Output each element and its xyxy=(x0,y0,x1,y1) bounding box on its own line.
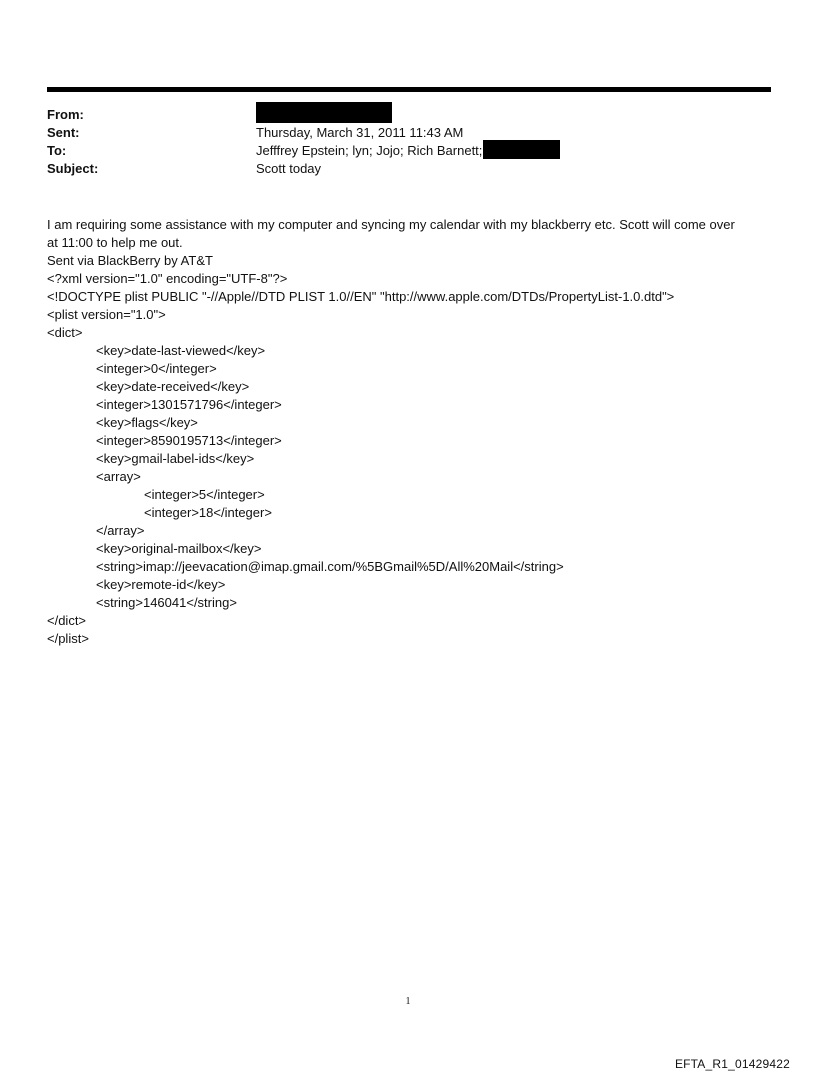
plist-open-tag: <plist version="1.0"> xyxy=(47,307,166,322)
plist-line: <string>146041</string> xyxy=(96,595,237,610)
redaction-box xyxy=(483,140,560,159)
document-id: EFTA_R1_01429422 xyxy=(674,1057,790,1071)
sent-label: Sent: xyxy=(47,125,80,140)
plist-line: <integer>1301571796</integer> xyxy=(96,397,282,412)
plist-line: <key>date-last-viewed</key> xyxy=(96,343,266,358)
sent-row xyxy=(47,124,771,142)
dict-open-tag: <dict> xyxy=(47,325,83,340)
plist-line: <integer>5</integer> xyxy=(144,487,265,502)
plist-line: </array> xyxy=(96,523,145,538)
to-value xyxy=(256,142,560,160)
signature-line: Sent via BlackBerry by AT&T xyxy=(47,253,213,268)
plist-line: <integer>0</integer> xyxy=(96,361,217,376)
page-number: 1 xyxy=(405,996,411,1007)
plist-close-tag: </plist> xyxy=(47,631,89,646)
to-label: To: xyxy=(47,143,67,158)
plist-line: <string>imap://jeevacation@imap.gmail.com/%5BGmail%5D/All%20Mail</string> xyxy=(96,559,564,574)
xml-declaration: <?xml version="1.0" encoding="UTF-8"?> xyxy=(47,271,288,286)
plist-line: <integer>8590195713</integer> xyxy=(96,433,282,448)
from-row xyxy=(47,106,771,124)
body-line: I am requiring some assistance with my computer and syncing my calendar with my blackberry etc. Scott will come over xyxy=(47,217,735,232)
from-value xyxy=(256,106,392,124)
sent-value: Thursday, March 31, 2011 11:43 AM xyxy=(256,125,464,140)
plist-line: <key>original-mailbox</key> xyxy=(96,541,262,556)
plist-line: <key>remote-id</key> xyxy=(96,577,226,592)
subject-value: Scott today xyxy=(256,161,322,176)
plist-line: <key>date-received</key> xyxy=(96,379,250,394)
plist-line: <integer>18</integer> xyxy=(144,505,272,520)
to-row xyxy=(47,142,771,160)
email-header xyxy=(47,106,771,178)
from-label: From: xyxy=(47,107,84,122)
plist-line: <key>gmail-label-ids</key> xyxy=(96,451,255,466)
subject-label: Subject: xyxy=(47,161,99,176)
body-line: at 11:00 to help me out. xyxy=(47,235,183,250)
subject-row xyxy=(47,160,771,178)
dict-close-tag: </dict> xyxy=(47,613,87,628)
plist-line: <key>flags</key> xyxy=(96,415,198,430)
header-divider xyxy=(47,87,771,92)
plist-line: <array> xyxy=(96,469,141,484)
doctype-line: <!DOCTYPE plist PUBLIC "-//Apple//DTD PLIST 1.0//EN" "http://www.apple.com/DTDs/PropertyList-1.0.dtd"> xyxy=(47,289,675,304)
redaction-box xyxy=(256,102,392,123)
to-recipients: Jefffrey Epstein; lyn; Jojo; Rich Barnett; xyxy=(256,143,483,158)
email-body xyxy=(47,216,771,648)
